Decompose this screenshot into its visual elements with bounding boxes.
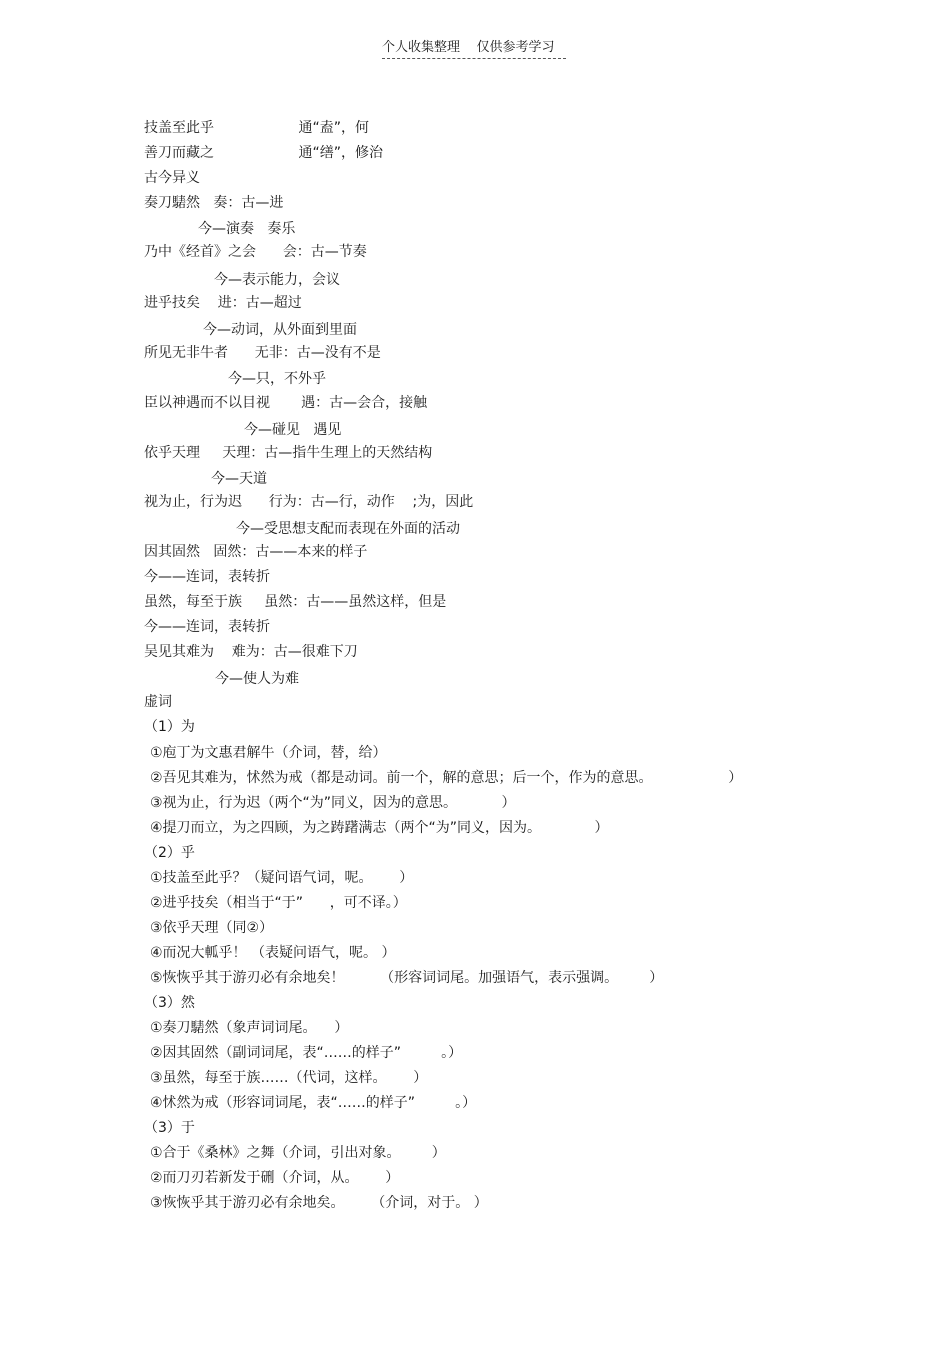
text-line: ②因其固然（副词词尾，表“……的样子” 。）: [150, 1045, 463, 1061]
text-line: 技盖至此乎 通“盍”，何: [144, 120, 370, 136]
text-line: 今—碰见 遇见: [244, 422, 342, 438]
text-line: 今——连词，表转折: [144, 569, 270, 585]
text-line: 今—表示能力，会议: [214, 272, 340, 288]
text-line: ①庖丁为文惠君解牛（介词，替，给）: [150, 745, 387, 761]
text-line: 吴见其难为 难为：古—很难下刀: [144, 644, 358, 660]
text-line: ③依乎天理（同②）: [150, 920, 274, 936]
text-line: 今—受思想支配而表现在外面的活动: [236, 521, 460, 537]
text-line: 依乎天理 天理：古—指牛生理上的天然结构: [144, 445, 433, 461]
text-line: 善刀而藏之 通“缮”，修治: [144, 145, 384, 161]
text-line: 奏刀騞然 奏：古—进: [144, 195, 284, 211]
text-line: ④而况大軱乎！ （表疑问语气，呢。 ）: [150, 945, 396, 961]
text-line: ⑤恢恢乎其于游刃必有余地矣！ （形容词词尾。加强语气，表示强调。 ）: [150, 970, 664, 986]
text-line: 所见无非牛者 无非：古—没有不是: [144, 345, 381, 361]
text-line: （3）于: [144, 1120, 195, 1136]
text-line: ②进乎技矣（相当于“于” ，可不译。）: [150, 895, 407, 911]
text-line: 今—演奏 奏乐: [198, 221, 296, 237]
text-line: （2）乎: [144, 845, 195, 861]
text-line: 今—只，不外乎: [228, 371, 326, 387]
text-line: ②吾见其难为，怵然为戒（都是动词。前一个，解的意思；后一个，作为的意思。 ）: [150, 770, 743, 786]
text-line: ①奏刀騞然（象声词词尾。 ）: [150, 1020, 349, 1036]
text-line: 今—天道: [211, 471, 267, 487]
text-line: 进乎技矣 进：古—超过: [144, 295, 302, 311]
text-line: 今——连词，表转折: [144, 619, 270, 635]
text-line: ③恢恢乎其于游刃必有余地矣。 （介词，对于。 ）: [150, 1195, 488, 1211]
text-line: ①技盖至此乎？（疑问语气词，呢。 ）: [150, 870, 414, 886]
text-line: 臣以神遇而不以目视 遇：古—会合，接触: [144, 395, 428, 411]
text-line: ②而刀刃若新发于硎（介词，从。 ）: [150, 1170, 400, 1186]
text-line: （1）为: [144, 719, 195, 735]
text-line: 虽然，每至于族 虽然：古——虽然这样，但是: [144, 594, 447, 610]
text-line: ④提刀而立，为之四顾，为之踌躇满志（两个“为”同义，因为。 ）: [150, 820, 609, 836]
page-header: 个人收集整理 仅供参考学习: [382, 40, 566, 59]
text-line: 视为止，行为迟 行为：古—行，动作 ;为，因此: [144, 494, 474, 510]
text-line: 虚词: [144, 694, 172, 710]
text-line: 今—动词，从外面到里面: [203, 322, 357, 338]
text-line: （3）然: [144, 995, 195, 1011]
text-line: 今—使人为难: [215, 671, 299, 687]
text-line: ①合于《桑林》之舞（介词，引出对象。 ）: [150, 1145, 446, 1161]
text-line: 因其固然 固然：古——本来的样子: [144, 544, 368, 560]
text-line: 古今异义: [144, 170, 200, 186]
text-line: ④怵然为戒（形容词词尾，表“……的样子” 。）: [150, 1095, 477, 1111]
text-line: ③视为止，行为迟（两个“为”同义，因为的意思。 ）: [150, 795, 516, 811]
text-line: 乃中《经首》之会 会：古—节奏: [144, 244, 367, 260]
text-line: ③虽然，每至于族……（代词，这样。 ）: [150, 1070, 428, 1086]
